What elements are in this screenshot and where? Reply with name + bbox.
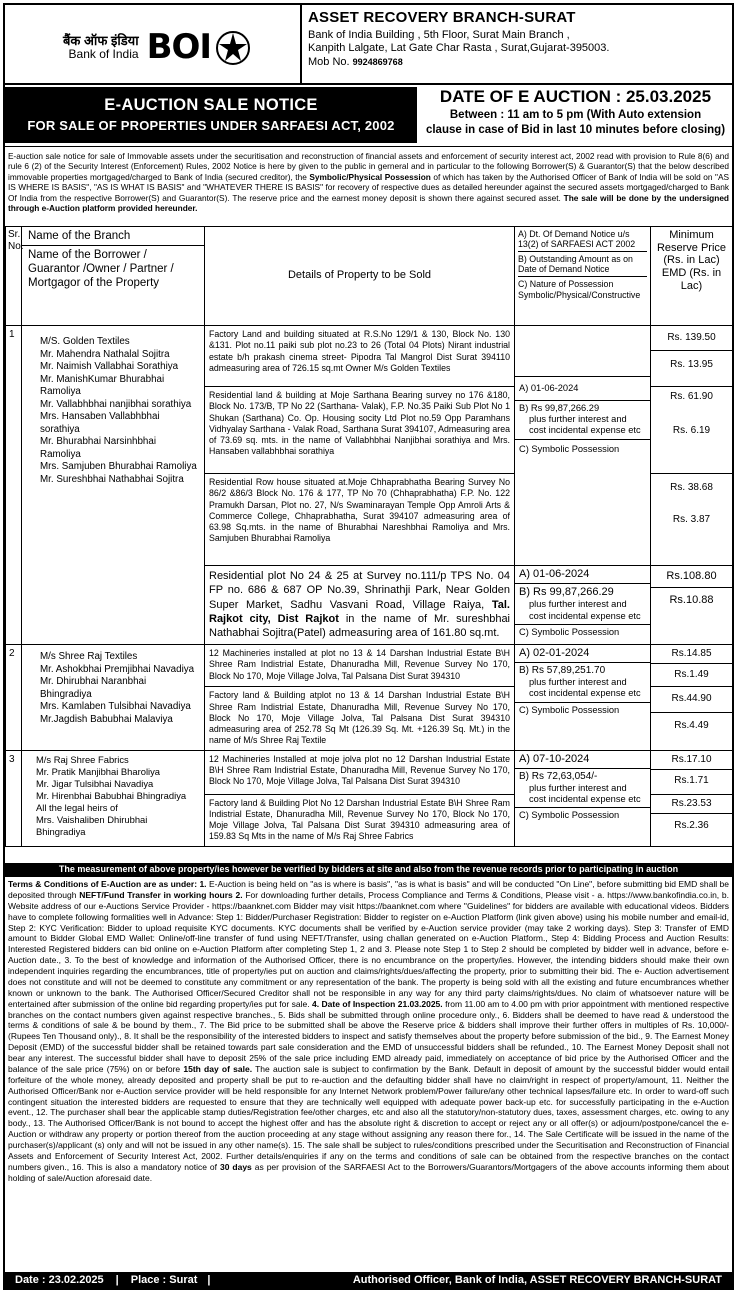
- reserve-price: Rs.23.53: [651, 795, 732, 814]
- intro-text-3: of which has taken by the Authorised Officer of Bank of India will be sold on "AS IS WHERE IS BASIS", "AS IS WHAT IS BASIS" and "WHATEVER THERE IS BASIS" for recovery of respective dues as detailed hereunder against the secured assets mortgaged/charged to Bank Of India from the respective Borrower(S) and Guarantor(S). The reserve price and the earnest money deposit is shown there against secured asset.: [8, 171, 730, 203]
- footer-place: Place : Surat: [130, 1274, 198, 1286]
- outstanding-value: B) Rs 57,89,251.70: [519, 665, 606, 677]
- auction-date: DATE OF E AUCTION : 25.03.2025: [439, 87, 712, 106]
- borrower-name: Mr. Jigar Tulsibhai Navadiya: [36, 777, 154, 789]
- emd-value: Rs.4.49: [674, 719, 709, 731]
- emd-value: Rs.2.36: [674, 819, 709, 831]
- reserve-price: Rs.44.90: [651, 687, 732, 712]
- borrower-name: Mr. Mahendra Nathalal Sojitra: [40, 348, 170, 360]
- intro-text-1: E-auction sale notice for sale of Immovable assets under the securitisation and reconstruction of financial assets and enforcement of security interest act, 2002 read with provision to Rule 8(6) and rule 6 (2) of the Security Interest (Enforcement) Rules, 2002 Notice is here by given to the public in gerneral and in particular to the following Borrower(S) & Guarantor(S) that the below described immovable properties mortgaged/charged to Bank of India (secured creditor), the: [8, 151, 729, 182]
- bank-logo: [63, 27, 251, 68]
- price-cell: [651, 794, 733, 846]
- table-row: [6, 645, 733, 687]
- emd-value: Rs. 13.95: [670, 359, 713, 371]
- outstanding-amount: [515, 663, 650, 702]
- outstanding-amount: [515, 769, 650, 808]
- terms-heading: Terms & Conditions of E-Auction are as under: 1.: [8, 879, 207, 889]
- header-branch-name: Name of the Branch: [22, 227, 205, 246]
- notice-title-block: [5, 87, 417, 143]
- star-icon: [215, 30, 251, 66]
- outstanding-amount: [515, 584, 650, 625]
- demand-details: [515, 750, 651, 846]
- notice-page: [3, 3, 734, 1290]
- header-demand: [515, 227, 651, 326]
- property-detail: 12 Machineries Installed at moje jolva plot no 12 Darshan Industrial Estate B\H Shree Ram Indistrial Estate, Dhanuradha Mill, Revenue Survey No 170, Block No 170, Moje Village Jolva, Tal Palsana Dist Surat 394310: [205, 750, 515, 794]
- property-text: 161.80 sq.mt.: [432, 627, 500, 640]
- property-detail: Residential Row house situated at.Moje Chhaprabhatha Bearing Survey No 86/2 &86/3 Block No. 176 & 177, TP No 70 (Chhaprabhatha) F.P. No. 122 Pramukh Darsan, Plot no. 27, N/s Swaminarayan Temple Opp Amroli Arts & Commerce College, Chhaprabhatha, Surat 394107 admeasuring area of 63.98 Sq.mts. in the name of Bhurabhai Nareshbhai Ramoliya and Mrs. Samjuben Bhurabhai Ramoliya: [205, 474, 515, 566]
- possession-type: C) Symbolic Possession: [519, 443, 620, 454]
- borrower-name: Mr. Naimish Vallabhai Sorathiya: [40, 361, 179, 373]
- terms-bold: 4. Date of Inspection 21.03.2025.: [312, 998, 443, 1009]
- header: [5, 5, 732, 85]
- measurement-note: The measurement of above property/ies however be verified by bidders at site and also from the revenue records prior to participating in auction: [5, 863, 732, 877]
- demand-date: A) 01-06-2024: [515, 376, 650, 401]
- auction-timing-line2: clause in case of Bid in last 10 minutes before closing): [425, 123, 726, 136]
- price-cell: [651, 566, 733, 645]
- borrower-name: Mrs. Hansaben Vallabhbhai sorathiya: [40, 411, 160, 435]
- property-detail: Factory Land and building situated at R.S.No 129/1 & 130, Block No. 130 &131. Plot no.11 paiki sub plot no.23 to 26 (Total 04 Plots) Nirant industrial estate b/h prakash cinema street- Pipodra Tal Mangrol Dist Surat 394110 admeasuring area of 726.15 sq.mt Owner M/s Golden Textiles: [205, 326, 515, 387]
- demand-details: [515, 645, 651, 751]
- reserve-price: Rs.108.80: [651, 566, 732, 588]
- footer-separator: |: [115, 1274, 119, 1286]
- borrower-name: Mr. Ashokbhai Premjibhai Navadiya: [40, 663, 195, 675]
- intro-text-2: Symbolic/Physical Possession: [309, 171, 431, 182]
- borrower-name: M/S. Golden Textiles: [40, 336, 130, 348]
- borrower-name: Mr. Bhurabhai Narsinhbhai Ramoliya: [40, 436, 156, 460]
- title-bar: [5, 85, 732, 147]
- outstanding-note: plus further interest and cost incidental expense etc: [529, 677, 641, 699]
- footer-officer: Authorised Officer, Bank of India, ASSET RECOVERY BRANCH-SURAT: [352, 1274, 722, 1286]
- branch-info: [300, 5, 732, 83]
- bank-english-name: Bank of India: [68, 47, 139, 62]
- borrower-name: Mr. Pratik Manjibhai Bharoliya: [36, 765, 161, 777]
- emd-value: Rs. 3.87: [672, 514, 711, 526]
- notice-title: E-AUCTION SALE NOTICE: [104, 96, 318, 114]
- outstanding-value: B) Rs 72,63,054/-: [519, 770, 598, 782]
- price-cell: [651, 326, 733, 387]
- reserve-price: Rs.14.85: [651, 645, 732, 664]
- property-text-bold: Tal. Rajkot city, Dist Rajkot: [209, 598, 510, 625]
- header-sr: Sr. No.: [6, 227, 22, 326]
- possession-type: C) Symbolic Possession: [519, 626, 620, 637]
- price-cell: [651, 474, 733, 566]
- terms-conditions: [8, 879, 729, 1184]
- boi-logo-text: BOI: [146, 27, 212, 67]
- borrower-name: Mrs. Kamlaben Tulsibhai Navadiya: [40, 701, 191, 713]
- borrower-name: Mrs. Samjuben Bhurabhai Ramoliya: [40, 461, 197, 473]
- emd-value: Rs. 6.19: [672, 425, 711, 437]
- terms-text: For downloading further details, Process Compliance and Terms & Conditions, Please visit - a. https://www.bankofindia.co.in, b. Website address of our e-Auctions Service Provider - https://baanknet.com Bidder may visit https://baanknet.com where "Guidelines" for bidders are available with educational videos. Bidders have to complete following formalities well in Advance: Step 1: Bidder/Purchaser Registration: Bidder to register on e-Auction Platform (link given above) using his mobile number and email-id, Step 2: KYC Verification: Bidder to upload requisite KYC documents. KYC documents shall be verified by e-Auction service provider (may take 2 working days). Step 3: Transfer of EMD amount to Bidder Global EMD Wallet: Online/off-line transfer of fund using NEFT/Transfer, using challan generated on e-Auction Platform., Step 4: Bidding Process and Auction Results: Interested Registered bidders can bid online on e-Auction Platform after completing Step 1, 2 and 3. Please note Step 1 to Step 2 should be completed by bidder well in advance, before e-Auction date., 3. To the best of knowledge and information of the Authorised Officer, there is no encumbrance on the property/ies. However, the intending bidders should make their own independent inquiries regarding the encumbrances, title of property/ies put on auction and claims/rights/dues/affecting the property, prior to submitting their bid. The e- Auction advertisement does not constitute and will not be deemed to constitute any commitment or any representation of the bank. The property is being sold with all the existing and future encumbrances whether known or unknown to the bank. The Authorised Officer/Secured Creditor shall not be responsible in any way for any third party claims/rights/dues. No claim of whatsoever nature will be entertained after submission of the online bid regarding property/ies put for sale.: [8, 889, 730, 1009]
- branch-address-line2: Kanpith Lalgate, Lat Gate Char Rasta , Surat,Gujarat-395003.: [308, 42, 610, 55]
- terms-text: E-Auction is being held on "as is where is basis", "as is what is basis" and will be conducted "On Line", before submitting bid EMD shall be deposited through: [8, 879, 729, 900]
- outstanding-note: plus further interest and cost incidental expense etc: [529, 599, 641, 621]
- property-detail: 12 Machineries installed at plot no 13 & 14 Darshan Industrial Estate B\H Shree Ram Indistrial Estate, Dhanuradha Mill, Revenue Survey No 170, Block No 170, Moje Village Jolva, Tal Palsana Dist Surat 394310: [205, 645, 515, 687]
- borrower-name: Mr. Hirenbhai Babubhai Bhingradiya: [36, 789, 187, 801]
- demand-details: [515, 326, 651, 566]
- auction-timing-line1: Between : 11 am to 5 pm (With Auto extension: [449, 108, 702, 121]
- outstanding-value: B) Rs 99,87,266.29: [519, 403, 600, 414]
- price-cell: [651, 687, 733, 750]
- header-details: Details of Property to be Sold: [205, 227, 515, 326]
- borrower-name: Mrs. Vaishaliben Dhirubhai Bhingradiya: [36, 813, 148, 837]
- outstanding-value: B) Rs 99,87,266.29: [519, 586, 614, 599]
- row-sr: 2: [6, 645, 22, 751]
- terms-text: from 11.00 am to 4.00 pm with prior appointment with mentioned respective branches on the contact numbers given against respective branches., 5. Bids shall be submitted through online procedure only., 6. Bidders shall be deemed to have read & understood the terms & conditions of sale & be bound by them., 7. The Bid price to be submitted shall be above the Reserve price & bidders shall improve their further offers in multiples of Rs. 10,000/- (Rupees Ten Thousand only)., 8. It shall be the responsibility of the interested bidders to inspect and satisfy themselves about the property before submission of the bid., 9. The Earnest Money Deposit (EMD) of the successful bidder shall be retained towards part sale consideration and the EMD of unsuccessful bidders shall be refunded., 10. The Earnest Money Deposit shall not bear any interest. The successful bidder shall have to deposit 25% of the sale price including EMD already paid, immediately on acceptance of bid price by the Authorised Officer and the balance of the sale price (75%) on or before: [8, 998, 730, 1074]
- demand-date: A) 02-01-2024: [515, 645, 650, 663]
- footer-date: Date : 23.02.2025: [15, 1274, 104, 1286]
- reserve-price: Rs. 139.50: [651, 326, 732, 351]
- emd-value: Rs.10.88: [669, 594, 714, 607]
- header-borrower: Name of the Borrower / Guarantor /Owner / Partner / Mortgagor of the Property: [22, 246, 205, 326]
- table-row: [6, 326, 733, 387]
- table-header-row: [6, 227, 733, 246]
- borrower-name: M/s Raj Shree Fabrics: [36, 753, 129, 765]
- borrower-name: Mr. Sureshbhai Nathabhai Sojitra: [40, 473, 184, 485]
- header-min-reserve: Minimum Reserve Price (Rs. in Lac): [656, 229, 727, 267]
- property-detail: Factory land & Building Plot No 12 Darshan Industrial Estate B\H Shree Ram Indistrial Estate, Dhanuradha Mill, Revenue Survey No 170, Block No 170, Moje Village Jolva, Tal Palsana Dist Surat 394310 admeasuring area of 159.83 Sq Mts in the name of M/s Raj Shree Fabrics: [205, 794, 515, 846]
- branch-mobile: [308, 56, 726, 69]
- properties-table: [5, 226, 733, 847]
- footer-separator: |: [207, 1274, 211, 1286]
- terms-text: The auction sale is subject to confirmation by the Bank. Default in deposit of amount by the successful bidder would entail forfeiture of the whole money, already deposited and property shall be put to re-auction and the defaulting bidder shall have no claim/right in respect of property/amount, 11. Neither the Authorised Officer/Bank nor e-Auction service provider will be held responsible for any Internet Network problem/Power failure/any other technical lapses/failure etc. In order to ward-off such contingent situation the interested bidders are requested to ensure that they are technically well equipped with adequate power back-up etc. for successfully participating in the e-Auction event., 12. The purchaser shall bear the applicable stamp duties/Registration fee/other charges, etc and also all the statutory/non-statutory dues, taxes, assessment charges, etc. owing to any body., 13. The Authorised Officer/Bank is not bound to accept the highest offer and has the absolute right & discretion to accept or reject any or all offer(s) or adjourn/postpone/cancel the e-Auction or withdraw any property or portion thereof from the auction proceeding at any stage without assigning any reason there for., 14. The Sale Certificate will be issued in the name of the purchaser(s)/applicant (s) only and will not be issued in any other name(s). 15. The sale shall be subject to rules/conditions prescribed under the Securitisation and Reconstruction of Financial Assets and Enforcement of Security Interest Act, 2002. Further details/enquiries if any on the terms and conditions of sale can be obtained from the respective branches on the contact numbers given., 16. This is also a mandatory notice of: [8, 1063, 729, 1172]
- price-cell: [651, 387, 733, 474]
- borrower-list: [22, 326, 205, 645]
- property-detail: Residential land & building at Moje Sarthana Bearing survey no 176 &180, Block No. 173/B, TP No 22 (Sarthana- Valak), F.P. No.35 Paiki Sub Plot No 1 Shukan (Sarthana) Co. Op. Housing socity Ltd Plot no.59 Opp Paramhans Vidhyalay Sarthana - Valak Road, Sarthana Surat 394107, Admeasuring area of 73.69 sq. mts. in the name of Vallabhbhai Nanjibhai sorathiya and Mrs. Hansaben vallabhbhai sorathiya: [205, 387, 515, 474]
- row-sr: 1: [6, 326, 22, 645]
- header-dt-b: B) Outstanding Amount as on Date of Demand Notice: [518, 252, 647, 277]
- possession-type: C) Symbolic Possession: [519, 810, 620, 821]
- property-text: Residential plot No 24 & 25 at Survey no.111/p TPS No. 04 FP no. 686 & 687 OP No.39, Shrinathji Park, Near Golden Super Market, Sadhu Vasvani Road, Village Raiya,: [209, 570, 510, 611]
- possession-type: C) Symbolic Possession: [519, 704, 620, 715]
- intro-text-4: The sale will be done by the undersigned through e-Auction platform provided hereunder.: [8, 192, 730, 214]
- footer-bar: [5, 1272, 732, 1290]
- borrower-name: Mr. Dhirubhai Naranbhai Bhingradiya: [40, 676, 147, 700]
- outstanding-note: plus further interest and cost incidental expense etc: [529, 414, 641, 436]
- borrower-name: Mr. ManishKumar Bhurabhai Ramoliya: [40, 373, 165, 398]
- property-detail: [205, 566, 515, 645]
- demand-details: [515, 566, 651, 645]
- intro-paragraph: [8, 151, 729, 214]
- emd-value: Rs.1.49: [674, 669, 709, 681]
- header-dt-a: A) Dt. Of Demand Notice u/s 13(2) of SARFAESI ACT 2002: [518, 229, 647, 252]
- borrower-name: Mr. Vallabhbhai nanjibhai sorathiya: [40, 398, 192, 410]
- property-text: in the name of Mr. sureshbhai Nathabhai Sojitra(Patel) admeasuring area of: [209, 612, 510, 640]
- branch-address-line1: Bank of India Building , 5th Floor, Surat Main Branch ,: [308, 29, 570, 42]
- outstanding-amount: [515, 401, 650, 439]
- outstanding-note: plus further interest and cost incidental expense etc: [529, 782, 641, 804]
- terms-bold: 15th day of sale.: [183, 1063, 253, 1074]
- mob-label: Mob No.: [308, 55, 353, 68]
- reserve-price: Rs. 61.90: [670, 391, 713, 403]
- terms-text: as per provision of the SARFAESI Act to the Borrowers/Guarantors/Mortgagers of the above accounts informing them about holding of sale/Auction aforesaid date.: [8, 1161, 729, 1183]
- row-sr: 3: [6, 750, 22, 846]
- borrower-list: [22, 750, 205, 846]
- emd-value: Rs.1.71: [674, 774, 709, 786]
- header-emd: EMD (Rs. in Lac): [661, 266, 722, 292]
- price-cell: [651, 750, 733, 794]
- auction-date-block: [419, 87, 732, 138]
- notice-subtitle: FOR SALE OF PROPERTIES UNDER SARFAESI ACT, 2002: [27, 118, 395, 134]
- borrower-list: [22, 645, 205, 751]
- terms-bold: NEFT/Fund Transfer in working hours 2.: [79, 889, 243, 900]
- borrower-name: M/s Shree Raj Textiles: [40, 651, 138, 663]
- branch-title: ASSET RECOVERY BRANCH-SURAT: [308, 9, 576, 26]
- header-dt-c: C) Nature of Possession Symbolic/Physical/Constructive: [518, 279, 641, 300]
- terms-bold: 30 days: [219, 1161, 252, 1172]
- price-cell: [651, 645, 733, 687]
- header-price: [651, 227, 733, 326]
- demand-date: A) 07-10-2024: [515, 751, 650, 769]
- mob-value: 9924869768: [352, 56, 403, 67]
- borrower-name: All the legal heirs of: [36, 801, 118, 813]
- demand-date: A) 01-06-2024: [515, 566, 650, 584]
- reserve-price: Rs. 38.68: [670, 482, 713, 494]
- bank-hindi-name: बैंक ऑफ इंडिया: [63, 32, 139, 48]
- property-detail: Factory land & Building atplot no 13 & 14 Darshan Industrial Estate B\H Shree Ram Indistrial Estate, Dhanuradha Mill, Revenue Survey No 170, Block No 170, Moje Village Jolva, Tal Palsana Dist Surat 394310 admeasuring area of 252.78 Sq Mt (126.39 Sq. Mt. +126.39 Sq. Mt.) in the name of M/s Shree Raj Textile: [205, 687, 515, 750]
- table-row: [6, 750, 733, 794]
- reserve-price: Rs.17.10: [651, 751, 732, 770]
- borrower-name: Mr.Jagdish Babubhai Malaviya: [40, 713, 173, 725]
